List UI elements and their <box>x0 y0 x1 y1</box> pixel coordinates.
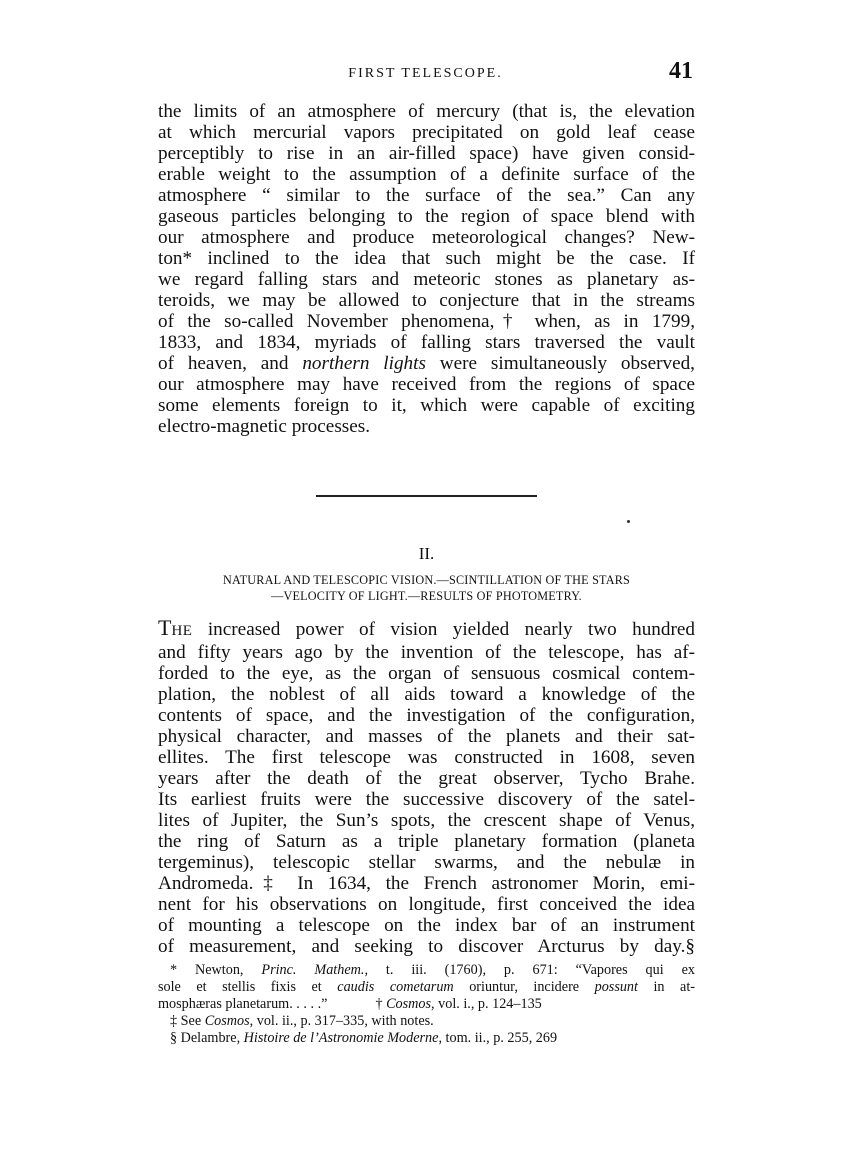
text-line: perceptibly to rise in an air-filled space) have given consid- <box>158 143 695 164</box>
text-run: , tom. ii., p. 255, 269 <box>438 1030 558 1046</box>
italic-title: Cosmos <box>204 1013 250 1029</box>
initial-capital: T <box>158 615 172 640</box>
section-number: II. <box>418 544 435 563</box>
footnotes <box>158 962 695 1047</box>
text-line: of mounting a telescope on the index bar of an instrument <box>158 915 695 936</box>
italic-title: Princ. Mathem. <box>261 962 365 978</box>
paragraph-atmosphere <box>158 101 695 437</box>
section-heading-line: NATURAL AND TELESCOPIC VISION.—SCINTILLATION OF THE STARS <box>222 573 631 587</box>
text-line: physical character, and masses of the planets and their sat- <box>158 726 695 747</box>
text-run: sole et stellis fixis et <box>158 979 338 995</box>
italic-phrase: caudis cometarum <box>337 979 454 995</box>
text-line: forded to the eye, as the organ of sensuous cosmical contem- <box>158 663 695 684</box>
text-line: our atmosphere and produce meteorological changes? New- <box>158 227 695 248</box>
text-run: , t. iii. (1760), p. 671: “Vapores qui ex <box>364 962 695 978</box>
text-run: increased power of vision yielded nearly two hundred <box>192 619 695 640</box>
section-heading-line: —VELOCITY OF LIGHT.—RESULTS OF PHOTOMETRY. <box>271 589 582 603</box>
text-line: of measurement, and seeking to discover Arcturus by day.§ <box>158 936 695 957</box>
text-line <box>158 617 695 642</box>
text-run: mosphæras planetarum. . . . .” <box>158 996 328 1012</box>
section-heading <box>158 572 695 604</box>
text-line: years after the death of the great observer, Tycho Brahe. <box>158 768 695 789</box>
text-line: we regard falling stars and meteoric stones as planetary as- <box>158 269 695 290</box>
text-run: , vol. i., p. 124–135 <box>431 996 542 1012</box>
text-line: at which mercurial vapors precipitated on gold leaf cease <box>158 122 695 143</box>
text-line: erable weight to the assumption of a definite surface of the <box>158 164 695 185</box>
small-caps-run: HE <box>171 623 193 639</box>
text-line: the ring of Saturn as a triple planetary formation (planeta <box>158 831 695 852</box>
footnote-cosmos-1 <box>375 996 541 1012</box>
footnote-delambre <box>158 1030 695 1047</box>
text-run: , vol. ii., p. 317–335, with notes. <box>249 1013 434 1029</box>
section-divider <box>316 495 537 497</box>
text-line: our atmosphere may have received from the regions of space <box>158 374 695 395</box>
text-line: lites of Jupiter, the Sun’s spots, the crescent shape of Venus, <box>158 810 695 831</box>
text-line: contents of space, and the investigation of the configuration, <box>158 705 695 726</box>
text-line: of the so-called November phenomena,† when, as in 1799, <box>158 311 695 332</box>
text-line: nent for his observations on longitude, first conceived the idea <box>158 894 695 915</box>
running-head <box>158 58 693 94</box>
text-run: ‡ See <box>170 1013 205 1029</box>
italic-title: Histoire de l’Astronomie Moderne <box>243 1030 439 1046</box>
text-line: gaseous particles belonging to the region of space blend with <box>158 206 695 227</box>
footnote-newton <box>158 962 695 979</box>
text-run: of heaven, and <box>158 353 303 374</box>
page-number: 41 <box>669 58 693 84</box>
text-line: the limits of an atmosphere of mercury (that is, the elevation <box>158 101 695 122</box>
text-run: † <box>375 996 387 1012</box>
text-run: oriuntur, incidere <box>453 979 595 995</box>
running-title: FIRST TELESCOPE. <box>348 66 503 81</box>
text-run: were simultaneously observed, <box>425 353 695 374</box>
text-run: § Delambre, <box>170 1030 244 1046</box>
footnote-cosmos-2 <box>158 1013 695 1030</box>
text-line: ton* inclined to the idea that such might be the case. If <box>158 248 695 269</box>
text-run: in at- <box>637 979 696 995</box>
text-line: some elements foreign to it, which were capable of exciting <box>158 395 695 416</box>
text-line: plation, the noblest of all aids toward a knowledge of the <box>158 684 695 705</box>
italic-phrase: northern lights <box>302 353 426 374</box>
print-speck <box>627 520 630 523</box>
text-line: teroids, we may be allowed to conjecture that in the streams <box>158 290 695 311</box>
text-line <box>158 353 695 374</box>
text-line: atmosphere “ similar to the surface of the sea.” Can any <box>158 185 695 206</box>
text-line: tergeminus), telescopic stellar swarms, and the nebulæ in <box>158 852 695 873</box>
text-line: Its earliest fruits were the successive discovery of the satel- <box>158 789 695 810</box>
text-line: and fifty years ago by the invention of the telescope, has af- <box>158 642 695 663</box>
text-run: * Newton, <box>170 962 262 978</box>
footnote-line <box>158 979 695 996</box>
footnote-line <box>158 996 695 1013</box>
text-line: 1833, and 1834, myriads of falling stars traversed the vault <box>158 332 695 353</box>
italic-title: Cosmos <box>386 996 432 1012</box>
text-line: Andromeda.‡ In 1634, the French astronomer Morin, emi- <box>158 873 695 894</box>
paragraph-telescope <box>158 617 695 957</box>
text-line: ellites. The first telescope was constructed in 1608, seven <box>158 747 695 768</box>
text-line: electro-magnetic processes. <box>158 416 371 437</box>
italic-phrase: possunt <box>594 979 638 995</box>
